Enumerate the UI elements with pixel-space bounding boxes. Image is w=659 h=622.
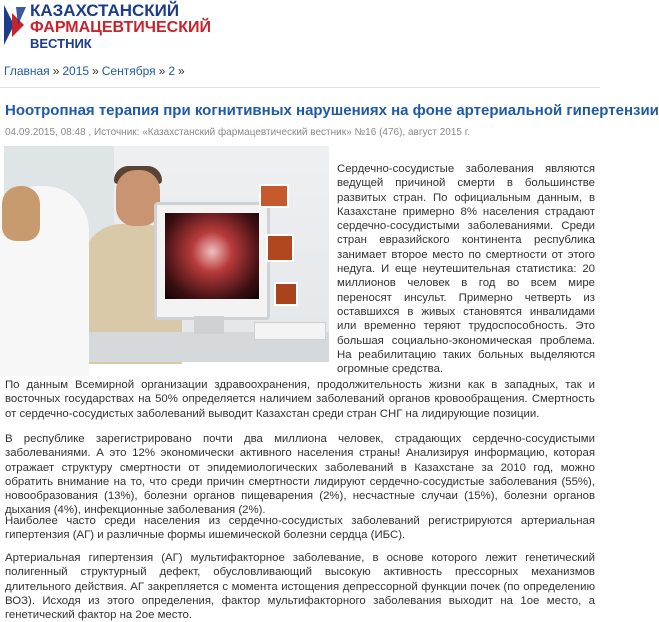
breadcrumb-separator: » (158, 64, 166, 78)
article-paragraph-2: В республике зарегистрировано почти два миллиона человек, страдающих сердечно-сосудистыми заболеваниями. А это 12% экономически активного населения страны! Анализируя информацию, которая отражает структуру смертности от эпидемиологических заболеваний в Казахстане за 2010 год, можно обратить внимание на то, что среди причин смертности лидируют сердечно-сосудистые заболевания (55%), новообразования (13%), болезни органов пищеварения (2%), несчастные случаи (15%), болезни органов дыхания (4%), инфекционные заболевания (2%). (5, 433, 595, 517)
article-title[interactable]: Ноотропная терапия при когнитивных нарушениях на фоне артериальной гипертензии (5, 102, 659, 119)
breadcrumb-day[interactable]: 2 (168, 64, 176, 78)
breadcrumb-home[interactable]: Главная (4, 64, 50, 78)
site-header (0, 0, 600, 60)
article-meta: 04.09.2015, 08:48 , Источник: «Казахстанский фармацевтический вестник» №16 (476), август 2015 г. (5, 127, 470, 138)
image-scan-1 (259, 184, 289, 208)
article-intro: Сердечно-сосудистые заболевания являются ведущей причиной смерти в большинстве развитых стран. По официальным данным, в Казахстане примерно 8% населения страдают сердечно-сосудистыми заболеваниями. Среди стран евразийского континента республика занимает второе место по смертности от этого недуга. И еще неутешительная статистика: 20 миллионов человек в год во всем мире переносят инсульт. Примерно четверть из оставшихся в живых становятся инвалидами или временно теряют трудоспособность. Это большая социально-экономическая проблема. На реабилитацию таких больных выделяются огромные средства. (337, 163, 595, 376)
logo-line-2: ФАРМАЦЕВТИЧЕСКИЙ (30, 19, 211, 36)
article-paragraph-4: Артериальная гипертензия (АГ) мультифакторное заболевание, в основе которого лежит генетический полигенный структурный дефект, обусловливающий высокую активность прессорных механизмов длительного действия. АГ закрепляется с момента истощения депрессорной функции почек (по определению ВОЗ). Исходя из этого определения, фактор мультифакторного заболевания выходит на 1ое место, а генетический фактор на 2ое место. (5, 552, 595, 622)
image-angiogram (165, 213, 259, 299)
divider (0, 87, 600, 88)
breadcrumb-year[interactable]: 2015 (62, 64, 90, 78)
breadcrumb-separator: » (178, 64, 185, 78)
logo-line-3: ВЕСТНИК (30, 36, 92, 51)
article-paragraph-1: По данным Всемирной организации здравоохранения, продолжительность жизни как в западных, так и восточных государствах на 50% определяется наличием заболеваний органов кровообращения. Смертность от сердечно-сосудистых заболеваний выводит Казахстан среди стран СНГ на лидирующие позиции. (5, 379, 595, 420)
logo-text[interactable] (30, 2, 211, 51)
image-scan-3 (274, 282, 298, 306)
image-monitor (154, 202, 270, 320)
image-scan-2 (266, 234, 294, 262)
breadcrumb-month[interactable]: Сентября (101, 64, 156, 78)
image-doctor-head (2, 186, 40, 241)
breadcrumb (4, 64, 188, 78)
breadcrumb-separator: » (92, 64, 99, 78)
logo-line-1: КАЗАХСТАНСКИЙ (30, 1, 180, 20)
image-papers (254, 322, 326, 340)
logo-icon[interactable] (2, 3, 28, 47)
image-doctor (0, 186, 89, 376)
breadcrumb-separator: » (52, 64, 60, 78)
article-image (4, 146, 329, 362)
image-monitor-stand (194, 316, 224, 334)
article-paragraph-3: Наиболее часто среди населения из сердечно-сосудистых заболеваний регистрируются артериальная гипертензия (АГ) и различные формы ишемической болезни сердца (ИБС). (5, 515, 595, 542)
